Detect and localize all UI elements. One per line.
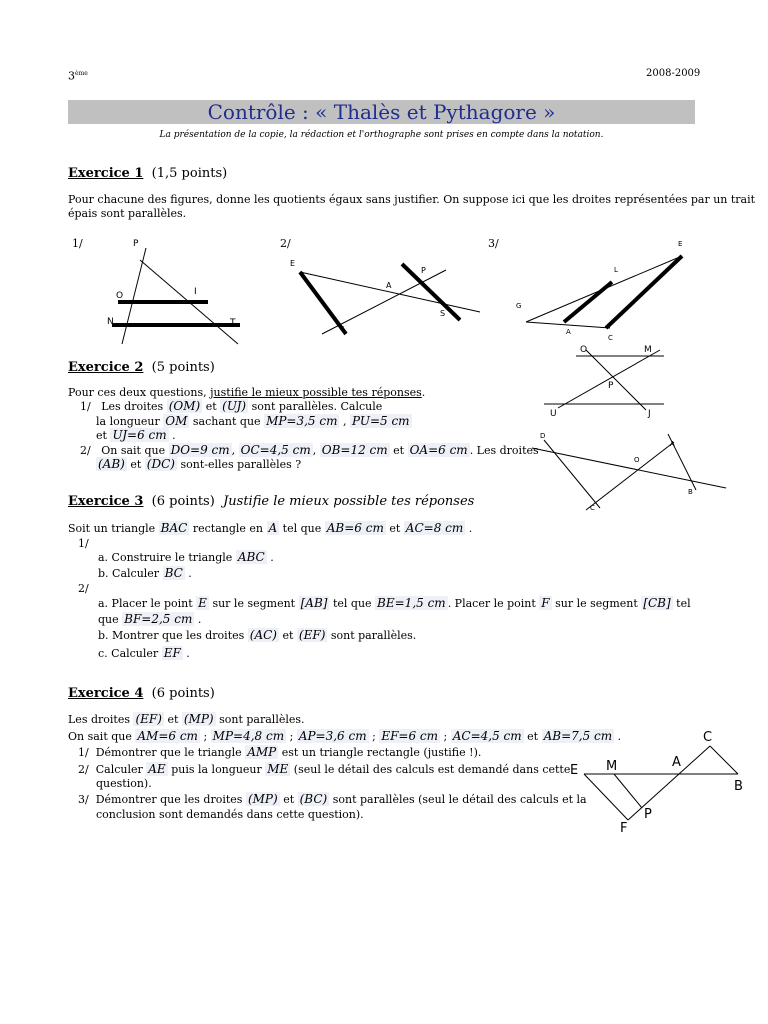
fig3-label-e: E [678, 240, 683, 248]
ex3-1b: b. Calculer BC . [98, 566, 192, 580]
fig2-label-i: I [342, 325, 345, 334]
ex3-2b: b. Montrer que les droites (AC) et (EF) sont parallèles. [98, 628, 417, 642]
fig1-label-n: N [107, 317, 114, 327]
ex2-q2-line2: (AB) et (DC) sont-elles parallèles ? [98, 457, 302, 471]
fig3-label-c: C [608, 334, 613, 342]
fig4-line-ef [584, 774, 628, 820]
ex2-q1-line2: la longueur OM sachant que MP=3,5 cm , PU=5 cm [96, 414, 410, 428]
class-level: 3ème [68, 69, 88, 83]
ex2-q1-line1: 1/ Les droites (OM) et (UJ) sont parallèles. Calcule [80, 399, 383, 413]
figB-label-c: C [590, 504, 595, 512]
ex1-heading: Exercice 1 (1,5 points) [68, 166, 228, 181]
school-year: 2008-2009 [646, 68, 701, 79]
figure-ex2-b [528, 428, 734, 516]
figB-line-db [532, 448, 726, 488]
figA-label-o: O [580, 345, 588, 355]
page-title: Contrôle : « Thalès et Pythagore » [207, 100, 556, 124]
figB-label-b: B [688, 488, 693, 496]
fig4-label-b: B [734, 779, 743, 794]
fig2-thick-1 [300, 272, 346, 334]
fig4-label-p: P [644, 807, 652, 822]
figB-line-dc [544, 440, 600, 508]
ex3-2a-line1: a. Placer le point E sur le segment [AB] tel que BE=1,5 cm . Placer le point F sur le segment [CB] tel [98, 596, 691, 610]
figA-line-oj [586, 350, 646, 410]
figA-label-p: P [608, 381, 614, 391]
figA-line-mu [558, 350, 660, 408]
fig4-line-fc [628, 746, 710, 820]
figB-label-d: D [540, 432, 546, 440]
fig2-thick-2 [402, 264, 460, 320]
ex4-heading: Exercice 4 (6 points) [68, 686, 215, 701]
ex1-text-line1: Pour chacune des figures, donne les quotients égaux sans justifier. On suppose ici que les droites représentées par un trait [68, 193, 756, 206]
figA-label-j: J [648, 409, 651, 419]
figB-line-ca [586, 442, 674, 510]
fig1-label-o: O [116, 291, 124, 301]
fig2-label-p: P [421, 266, 426, 275]
ex4-line2: On sait que AM=6 cm ; MP=4,8 cm ; AP=3,6 cm ; EF=6 cm ; AC=4,5 cm et AB=7,5 cm . [68, 729, 622, 743]
figB-label-o: O [634, 456, 640, 464]
fig2-label-a: A [386, 281, 392, 290]
ex3-2a-line2: que BF=2,5 cm . [98, 612, 202, 626]
fig3-label-g: G [516, 302, 522, 310]
figB-label-a: A [670, 440, 675, 448]
fig4-label-f: F [620, 821, 628, 836]
fig1-label: 1/ [72, 237, 83, 250]
fig3-label-a: A [566, 328, 571, 336]
ex4-q3-line2: conclusion sont demandés dans cette question). [96, 808, 364, 821]
fig1-label-p: P [133, 239, 139, 249]
ex4-q2-line2: question). [96, 777, 152, 790]
fig4-label-m: M [606, 759, 618, 774]
ex3-heading: Exercice 3 (6 points) Justifie le mieux possible tes réponses [68, 494, 475, 509]
figA-label-u: U [550, 409, 557, 419]
ex4-q1: 1/ Démontrer que le triangle AMP est un triangle rectangle (justifie !). [78, 745, 482, 759]
ex4-line1: Les droites (EF) et (MP) sont parallèles. [68, 712, 305, 726]
fig3-thick-al [564, 282, 612, 322]
ex2-intro: Pour ces deux questions, justifie le mieux possible tes réponses. [68, 386, 426, 399]
ex2-q2-line1: 2/ On sait que DO=9 cm , OC=4,5 cm , OB=12 cm et OA=6 cm . Les droites [80, 443, 539, 457]
page-subtitle: La présentation de la copie, la rédaction et l'orthographe sont prises en compte dans la notation. [159, 130, 604, 140]
fig4-line-cb [710, 746, 738, 774]
fig4-line-mp [614, 774, 642, 808]
ex1-text-line2: épais sont parallèles. [68, 207, 187, 220]
fig4-label-a: A [672, 755, 681, 770]
figure-ex4 [566, 728, 756, 838]
figure-2 [280, 250, 490, 340]
fig2-label: 2/ [280, 237, 291, 250]
ex4-q3-line1: 3/ Démontrer que les droites (MP) et (BC) sont parallèles (seul le détail des calculs et la [78, 792, 587, 806]
fig3-label: 3/ [488, 237, 499, 250]
fig4-label-e: E [570, 763, 579, 778]
fig3-label-l: L [614, 266, 618, 274]
ex3-1a: a. Construire le triangle ABC . [98, 550, 274, 564]
ex3-part2: 2/ [78, 582, 89, 595]
fig1-label-t: T [230, 318, 236, 328]
figure-1 [100, 238, 250, 348]
fig4-label-c: C [703, 730, 713, 745]
fig2-label-e: E [290, 259, 296, 268]
fig2-label-s: S [440, 309, 446, 318]
ex3-part1: 1/ [78, 537, 89, 550]
figure-3 [510, 238, 700, 346]
fig1-label-i: I [194, 287, 197, 297]
title-bar [68, 100, 695, 124]
ex2-q1-line3: et UJ=6 cm . [96, 428, 176, 442]
figA-label-m: M [644, 345, 652, 355]
figure-ex2-a [536, 342, 686, 420]
ex3-intro: Soit un triangle BAC rectangle en A tel que AB=6 cm et AC=8 cm . [68, 521, 473, 535]
ex2-heading: Exercice 2 (5 points) [68, 360, 215, 375]
ex3-2c: c. Calculer EF . [98, 646, 190, 660]
ex4-q2-line1: 2/ Calculer AE puis la longueur ME (seul le détail des calculs est demandé dans cette [78, 762, 571, 776]
